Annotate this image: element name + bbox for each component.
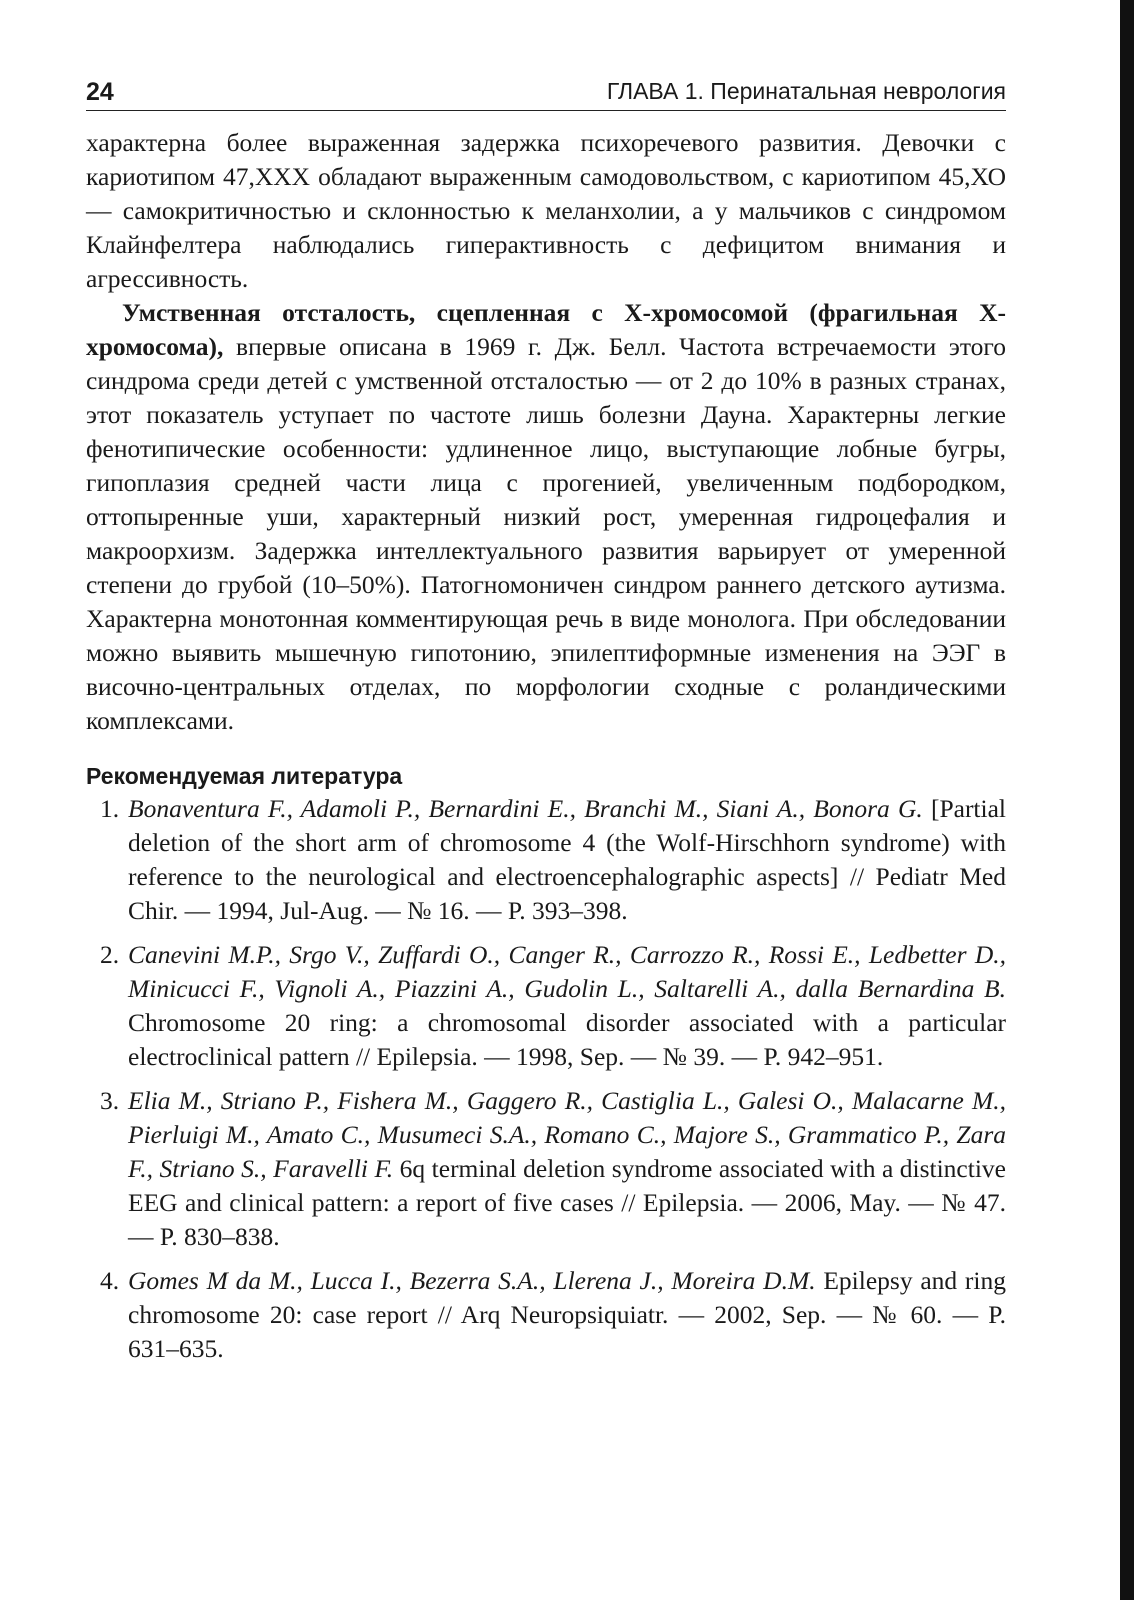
reference-authors: Bonaventura F., Adamoli P., Bernardini E., Branchi M., Siani A., Bonora G. — [128, 794, 923, 823]
paragraph-2 — [86, 296, 1006, 738]
reference-number: 1. — [100, 794, 120, 823]
references-heading: Рекомендуемая литература — [86, 763, 403, 789]
paragraph-2-bold-lead: Умственная отсталость, сцепленная с Х-хромосомой (фрагильная Х-хромосома), — [86, 298, 1006, 361]
reference-text: 6q terminal deletion syndrome associated with a distinctive EEG and clinical pattern: a report of five cases // Epilepsia. — 2006, May. — № 47. — P. 830–838. — [128, 1154, 1006, 1251]
reference-item — [86, 792, 1006, 928]
page-header — [86, 74, 1006, 111]
reference-text: Chromosome 20 ring: a chromosomal disorder associated with a particular electroclinical pattern // Epilepsia. — 1998, Sep. — № 39. — P. 942–951. — [128, 1008, 1006, 1071]
reference-authors: Gomes M da M., Lucca I., Bezerra S.A., Llerena J., Moreira D.M. — [128, 1266, 816, 1295]
page-body — [86, 126, 1006, 1376]
reference-number: 3. — [100, 1086, 120, 1115]
reference-item — [86, 938, 1006, 1074]
references-list — [86, 792, 1006, 1366]
reference-number: 4. — [100, 1266, 120, 1295]
reference-text: [Partial deletion of the short arm of chromosome 4 (the Wolf-Hirschhorn syndrome) with reference to the neurological and electroencephalographic aspects] // Pediatr Med Chir. — 1994, Jul-Aug. — № 16. — P. 393–398. — [128, 794, 1007, 925]
reference-item — [86, 1084, 1006, 1254]
reference-authors: Elia M., Striano P., Fishera M., Gaggero R., Castiglia L., Galesi O., Malacarne M., Pierluigi M., Amato C., Musumeci S.A., Romano C., Majore S., Grammatico P., Zara F., Striano S., Faravelli F. — [128, 1086, 1006, 1183]
running-head: ГЛАВА 1. Перинатальная неврология — [606, 78, 1006, 104]
page-edge-bar — [1120, 0, 1134, 1600]
reference-authors: Canevini M.P., Srgo V., Zuffardi O., Canger R., Carrozzo R., Rossi E., Ledbetter D., Minicucci F., Vignoli A., Piazzini A., Gudolin L., Saltarelli A., dalla Bernardina B. — [128, 940, 1006, 1003]
page-number: 24 — [86, 78, 114, 106]
paragraph-1: характерна более выраженная задержка психоречевого развития. Девочки с кариотипом 47,ХХХ обладают выраженным самодовольством, с кариотипом 45,ХО — самокритичностью и склонностью к меланхолии, а у мальчиков с синдромом Клайнфелтера наблюдались гиперактивность с дефицитом внимания и агрессивность. — [86, 128, 1006, 293]
reference-text: Epilepsy and ring chromosome 20: case report // Arq Neuropsiquiatr. — 2002, Sep. — № 60. — P. 631–635. — [128, 1266, 1006, 1363]
reference-item — [86, 1264, 1006, 1366]
paragraph-2-text: впервые описана в 1969 г. Дж. Белл. Частота встречаемости этого синдрома среди детей с умственной отсталостью — от 2 до 10% в разных странах, этот показатель уступает по частоте лишь болезни Дауна. Характерны легкие фенотипические особенности: удлиненное лицо, выступающие лобные бугры, гипоплазия средней части лица с прогенией, увеличенным подбородком, оттопыренные уши, характерный низкий рост, умеренная гидроцефалия и макроорхизм. Задержка интеллектуального развития варьирует от умеренной степени до грубой (10–50%). Патогномоничен синдром раннего детского аутизма. Характерна монотонная комментирующая речь в виде монолога. При обследовании можно выявить мышечную гипотонию, эпилептиформные изменения на ЭЭГ в височно-центральных отделах, по морфологии сходные с роландическими комплексами. — [86, 332, 1006, 735]
reference-number: 2. — [100, 940, 120, 969]
